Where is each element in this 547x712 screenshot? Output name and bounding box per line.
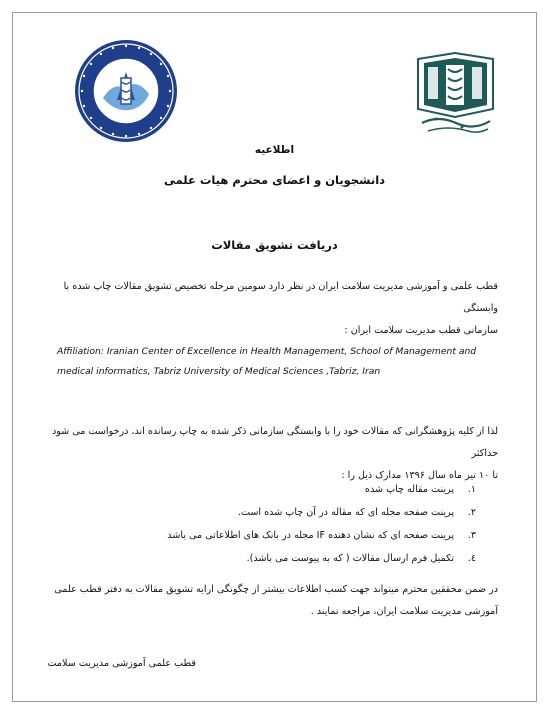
list-number: ٤. (467, 553, 476, 564)
intro-line: قطب علمی و آموزشی مدیریت سلامت ایران در نظر دارد سومین مرحله تخصیص تشویق مقالات چاپ شده با وابستگی (63, 281, 498, 314)
required-documents-list (56, 479, 476, 571)
document-page (12, 12, 537, 702)
center-seal-logo (73, 38, 179, 144)
list-number: ٢. (467, 507, 476, 518)
intro-line: سازمانی قطب مدیریت سلامت ایران : (344, 325, 498, 336)
list-item-text: پرینت صفحه مجله ای که مقاله در آن چاپ شده است. (237, 507, 454, 518)
closing-line: در ضمن محققین محترم میتواند جهت کسب اطلاعات بیشتر از چگونگی ارایه تشویق مقالات به دفتر قطب علمی (54, 584, 498, 595)
closing-paragraph (48, 579, 498, 623)
affiliation-text (57, 342, 497, 382)
signature: قطب علمی آموزشی مدیریت سلامت (47, 658, 196, 669)
announcement-title: اطلاعیه (254, 144, 295, 156)
intro-paragraph (48, 276, 498, 342)
affiliation-line: medical informatics, Tabriz University of Medical Sciences ,Tabriz, Iran (57, 366, 381, 377)
list-item-text: تکمیل فرم ارسال مقالات ( که به پیوست می باشد). (246, 553, 454, 564)
request-line: تا ۱۰ تیر ماه سال ۱۳۹۶ مدارک ذیل را : (341, 470, 498, 481)
university-emblem-logo (408, 51, 503, 141)
list-item (56, 525, 476, 548)
list-item (56, 479, 476, 502)
affiliation-line: Affiliation: Iranian Center of Excellence in Health Management, School of Management and (57, 346, 477, 357)
list-number: ٣. (467, 530, 476, 541)
list-item-text: پرینت مقاله چاپ شده (364, 484, 454, 495)
list-item (56, 548, 476, 571)
list-number: ١. (467, 484, 476, 495)
request-line: لذا از کلیه پژوهشگرانی که مقالات خود را با وابستگی سازمانی ذکر شده به چاپ رسانده اند، درخواست می شود حداکثر (51, 426, 498, 459)
announcement-audience: دانشجویان و اعضای محترم هیات علمی (163, 173, 386, 187)
list-item (56, 502, 476, 525)
closing-line: آموزشی مدیریت سلامت ایران، مراجعه نمایند . (310, 606, 498, 617)
request-paragraph (48, 421, 498, 487)
announcement-subject: دریافت تشویق مقالات (211, 238, 338, 252)
list-item-text: پرینت صفحه ای که نشان دهنده IF مجله در بانک های اطلاعاتی می باشد (167, 530, 454, 541)
